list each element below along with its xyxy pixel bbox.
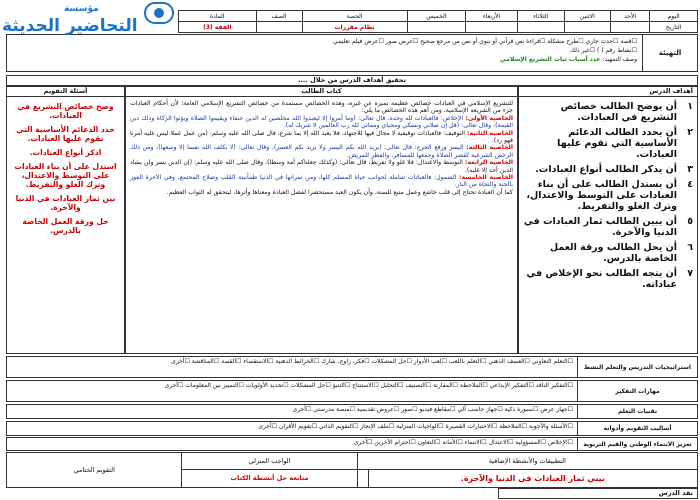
goal-number: ٣ — [687, 164, 693, 175]
header-table — [178, 10, 698, 33]
paragraph-text: التوقيف: فالعبادات توقيفية لا مجال فيها للاجتهاد، فلا يعبد الله إلا بما شرع، قال صلى الله عليه وسلم: (من عمل عملا ليس عليه أمرنا فهو رد). — [130, 129, 513, 145]
goal-number: ٥ — [687, 216, 693, 227]
goal-number: ١ — [687, 101, 693, 112]
content-paragraph — [130, 130, 513, 145]
goals-header: أهداف الدرس — [519, 87, 697, 97]
goals-column — [518, 86, 698, 354]
goal-item — [519, 123, 697, 160]
preparation-label: التهيئة — [642, 35, 697, 71]
goal-item — [519, 212, 697, 238]
goal-number: ٤ — [687, 179, 693, 190]
content-closing: كما أن العبادة تحتاج إلى قلب خاشع وعمل متبع للسنة، وأن يكون العبد مستحضرا لفضل العبادة ومعناها وأثرها، ليتحقق له الثواب العظيم. — [166, 188, 513, 196]
goal-text: أن يحل الطالب ورقة العمل الخاصة بالدرس. — [549, 242, 677, 264]
strategies-label: استراتيجيات التدريس والتعلم النشط — [577, 357, 697, 377]
brand-logo — [2, 2, 178, 42]
evaluation-question: حدد الدعائم الأساسية التي تقوم عليها العبادات. — [16, 125, 115, 143]
subject-label: المادة — [179, 11, 257, 22]
evaluation-question: بين ثمار العبادات في الدنيا والآخرة. — [15, 194, 116, 212]
tools-row — [6, 421, 698, 436]
objectives-title: تحقيق أهداف الدرس من خلال .... — [6, 75, 698, 86]
evaluation-header: أسئلة التقويم — [7, 87, 124, 97]
date-cell-2 — [564, 22, 610, 33]
goal-item — [519, 160, 697, 175]
apps-label: التطبيقات والأنشطة الإضافية — [357, 453, 697, 470]
strategies-options: ☐التعلم التعاوني ☐العصف الذهني ☐التعلم باللعب ☐لعب الأدوار ☐حل المشكلات ☐فكر، زاوج، شارك ☐الخرائط الذهنية ☐الاستقصاء ☐القصة ☐المناقشة ☐أخرى — [171, 358, 573, 365]
evaluation-question: استدل على أن بناء العبادات على التوسط والاعتدال، وترك الغلو والتفريط. — [14, 162, 117, 189]
preparation-desc — [11, 55, 637, 64]
goal-number: ٢ — [687, 127, 693, 138]
paragraph-text: اليسر ورفع الحرج: قال تعالى: (يريد الله بكم اليسر ولا يريد بكم العسر)، وقال تعالى: (لا يكلف الله نفسا إلا وسعها)، ومن ذلك الرخص الشرعية كقصر الصلاة وجمعها للمسافر، والفطر للمريض. — [130, 144, 513, 159]
evaluation-question: اذكر أنواع العبادات. — [29, 148, 102, 157]
paragraph-text: الإخلاص: فالعبادات لله وحده، قال تعالى: (وما أمروا إلا ليعبدوا الله مخلصين له الدين حنفاء ويقيموا الصلاة ويؤتوا الزكاة وذلك دين القيمة)، وقال تعالى: (قل إن صلاتي ونسكي ومحياي ومماتي لله رب العالمين لا شريك له). — [130, 114, 513, 130]
tools-label: أساليب التقويم وأدواته — [577, 422, 697, 435]
day-wednesday: الأربعاء — [466, 11, 518, 22]
goal-text: أن يحدد الطالب الدعائم الأساسية التي تقوم عليها العبادات. — [557, 127, 677, 160]
day-monday: الاثنين — [564, 11, 610, 22]
lesson-critique-label: نقد الدرس — [498, 488, 698, 499]
evaluation-question: وضح خصائص التشريع في العبادات. — [17, 102, 114, 120]
goal-text: أن يستدل الطالب على أن بناء العبادات على التوسط والاعتدال، وترك الغلو والتفريط. — [526, 179, 677, 212]
skills-row — [6, 380, 698, 402]
class-cell — [256, 22, 302, 33]
evaluation-column — [6, 86, 125, 354]
goal-item — [519, 264, 697, 290]
logo-line-1: مؤسسة — [64, 4, 99, 14]
skills-label: مهارات التفكير — [577, 381, 697, 401]
preparation-desc-value: عدد أسباب ثبات التشريع الإسلامي — [500, 56, 601, 63]
content-header: كتاب الطالب — [126, 87, 517, 97]
goal-number: ٦ — [687, 242, 693, 253]
goal-text: أن يذكر الطالب أنواع العبادات. — [535, 164, 677, 175]
system-value: نظام مقررات — [302, 22, 407, 33]
worksheet-task: متابعة حل أنشطة الكتاب — [182, 469, 357, 487]
paragraph-title: الخاصية الخامسة: — [459, 174, 513, 182]
goal-item — [519, 238, 697, 264]
date-cell-5 — [407, 22, 466, 33]
logo-badge-icon — [144, 2, 174, 24]
homework-label: الواجب المنزلي — [182, 453, 357, 470]
goal-item — [519, 97, 697, 123]
day-label: اليوم — [650, 11, 698, 22]
homework-table — [6, 452, 698, 488]
goal-number: ٧ — [687, 268, 693, 279]
content-intro: للتشريع الإسلامي في العبادات خصائص عظيمة تميزه عن غيره، وهذه الخصائص مستمدة من خصائص التشريع الإسلامي العامة؛ لأن أحكام العبادات جزء من الشريعة الإسلامية، ومن أهم هذه الخصائص ما يلي: — [130, 100, 513, 115]
paragraph-text: الشمول: فالعبادات شاملة لجوانب حياة المسلم كلها، ومن ثمراتها في الدنيا طمأنينة القلب وصلاح المجتمع، وفي الآخرة الفوز بالجنة والنجاة من النار. — [130, 174, 513, 189]
date-cell-4 — [466, 22, 518, 33]
day-tuesday: الثلاثاء — [517, 11, 564, 22]
paragraph-title: الخاصية الثالثة: — [466, 144, 514, 152]
day-sunday: الأحد — [610, 11, 649, 22]
paragraph-text: التوسط والاعتدال: فلا غلو ولا تفريط، قال تعالى: (وكذلك جعلناكم أمة وسطا)، وقال صلى الله عليه وسلم: (إن الدين يسر ولن يشاد الدين أحد إلا غلبه). — [130, 159, 513, 174]
content-paragraph — [130, 159, 513, 174]
subject-value: الفقه (3) — [179, 22, 257, 33]
preparation-desc-label: وصف التمهيد: — [602, 56, 637, 63]
apps-empty-cell — [357, 469, 368, 487]
tech-row — [6, 404, 698, 419]
goal-item — [519, 175, 697, 212]
logo-line-2: التحاضير الحديثة — [2, 16, 138, 36]
paragraph-title: الخاصية الثانية: — [466, 129, 513, 137]
period-label: الحصة — [302, 11, 407, 22]
date-cell-1 — [610, 22, 649, 33]
class-label: الصف — [256, 11, 302, 22]
strategies-row — [6, 356, 698, 378]
date-label: التاريخ — [650, 22, 698, 33]
preparation-line-2: ☐نشاط رقم ( ) ☐غير ذلك — [570, 47, 637, 54]
paragraph-title: الخاصية الأولى: — [465, 114, 514, 122]
content-paragraph — [130, 115, 513, 130]
preparation-line-1: ☐قصة ☐حدث جاري ☐طرح مشكلة ☐قراءة نص قرآني أو نبوي أو نص من مرجع صحيح ☐عرض صور ☐عرض فيلم تعليمي — [333, 38, 637, 45]
content-column — [125, 86, 518, 354]
date-cell-3 — [517, 22, 564, 33]
content-body — [126, 97, 517, 199]
goal-text: أن يبين الطالب ثمار العبادات في الدنيا والآخرة. — [523, 216, 677, 238]
day-thursday: الخميس — [407, 11, 466, 22]
final-label: التقويم الختامي — [7, 453, 182, 488]
content-paragraph — [130, 174, 513, 189]
values-options: ☐الإخلاص ☐المسؤولية ☐الاعتدال ☐الانتماء ☐الأمانة ☐التعاون ☐احترام الآخرين ☐أخرى — [353, 439, 573, 446]
goal-text: أن يوضح الطالب خصائص التشريع في العبادات. — [560, 101, 677, 123]
evaluation-question: حل ورقة العمل الخاصة بالدرس. — [22, 217, 109, 235]
values-label: تعزيز الانتماء الوطني والقيم التربوية — [577, 438, 697, 450]
goal-text: أن يتجه الطالب نحو الإخلاص في عباداته. — [526, 268, 677, 290]
skills-options: ☐التفكير الناقد ☐التفكير الإبداعي ☐الملاحظة ☐المقارنة ☐التصنيف ☐التحليل ☐الاستنتاج ☐التنبؤ ☐حل المشكلات ☐تحديد الأولويات ☐التمييز بين المعلومات ☐أخرى — [164, 382, 573, 389]
values-row — [6, 437, 698, 451]
tech-label: تقنيات التعلم — [577, 405, 697, 418]
paragraph-title: الخاصية الرابعة: — [464, 159, 513, 167]
tech-options: ☐جهاز عرض ☐سبورة ذكية ☐جهاز حاسب آلي ☐مقاطع فيديو ☐صور ☐عروض تقديمية ☐منصة مدرستي ☐أخرى — [292, 406, 573, 413]
tools-options: ☐الأسئلة والأجوبة ☐الملاحظة ☐الاختبارات القصيرة ☐الواجبات المنزلية ☐ملف الإنجاز ☐التقويم الذاتي ☐تقويم الأقران ☐أخرى — [258, 423, 573, 430]
content-paragraph — [130, 144, 513, 159]
final-question: بيني ثمار العبادات في الدنيا والآخرة. — [368, 469, 697, 487]
